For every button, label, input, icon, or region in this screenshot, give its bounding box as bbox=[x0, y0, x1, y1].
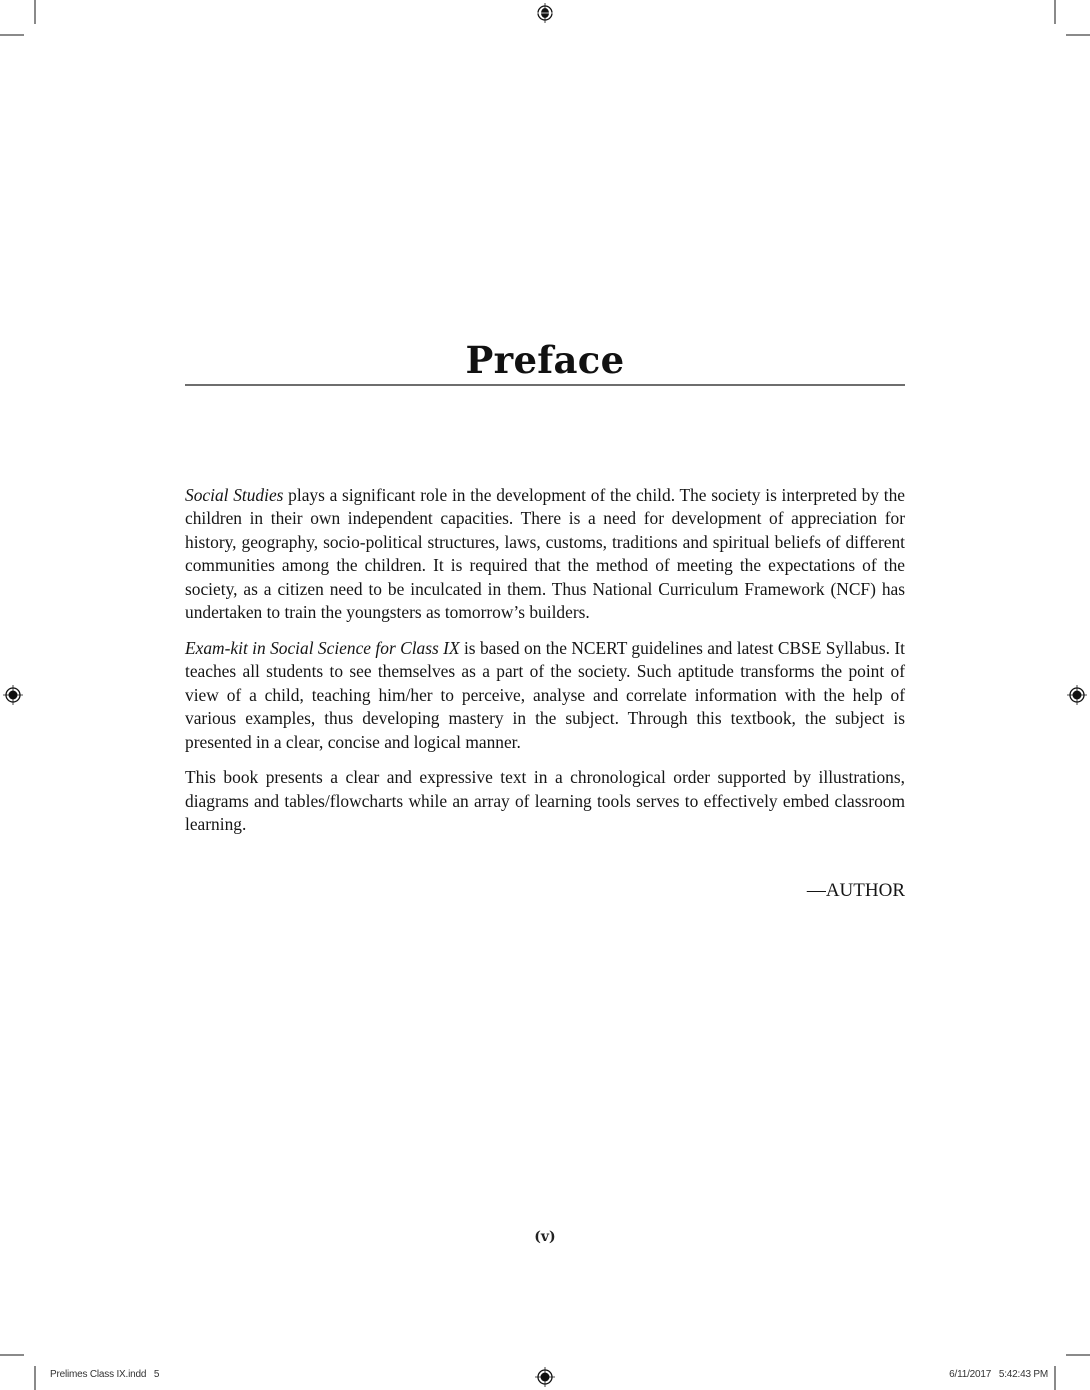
title-rule bbox=[185, 384, 905, 386]
print-slug-timestamp: 6/11/2017 5:42:43 PM bbox=[949, 1369, 1048, 1380]
paragraph-2-text: is based on the NCERT guidelines and latest CBSE Syllabus. It teaches all students to see themselves as a part of the society. Such aptitude transforms the point of view of a child, teaching him/her to perceive, analyse and correlate information with the help of various examples, thus developing mastery in the subject. Through this textbook, the subject is presented in a clear, concise and logical manner. bbox=[185, 637, 905, 752]
registration-mark-icon bbox=[535, 1367, 555, 1387]
paragraph-2 bbox=[185, 637, 905, 754]
crop-mark-bottom-left-vertical bbox=[34, 1366, 36, 1390]
preface-body bbox=[185, 484, 905, 849]
author-signature: —AUTHOR bbox=[806, 880, 905, 901]
paragraph-1-italic-lead: Social Studies bbox=[185, 485, 284, 505]
crop-mark-top-right-vertical bbox=[1054, 0, 1056, 24]
registration-mark-icon bbox=[3, 685, 23, 705]
page-title: Preface bbox=[465, 338, 625, 382]
paragraph-2-italic-lead: Exam-kit in Social Science for Class IX bbox=[185, 637, 460, 658]
paragraph-1-text: plays a significant role in the development of the child. The society is interpreted by the children in their own independent capacities. There is a need for development of appreciation for history, geography, socio-political structures, laws, customs, traditions and spiritual beliefs of different communities among the children. It is required that the method of meeting the expectations of the society, as a citizen need to be inculcated in them. Thus National Curriculum Framework (NCF) has undertaken to train the youngsters as tomorrow’s builders. bbox=[185, 485, 905, 623]
paragraph-3 bbox=[185, 766, 905, 836]
print-slug-filename: Prelimes Class IX.indd 5 bbox=[50, 1369, 160, 1380]
registration-mark-icon bbox=[535, 3, 555, 23]
crop-mark-bottom-right-horizontal bbox=[1066, 1354, 1090, 1356]
registration-mark-icon bbox=[1067, 685, 1087, 705]
paragraph-1 bbox=[185, 484, 905, 624]
crop-mark-top-left-vertical bbox=[34, 0, 36, 24]
crop-mark-top-left-horizontal bbox=[0, 34, 24, 36]
paragraph-3-text: This book presents a clear and expressive text in a chronological order supported by illustrations, diagrams and tables/flowcharts while an array of learning tools serves to effectively embed classroom learning. bbox=[185, 767, 905, 835]
crop-mark-bottom-right-vertical bbox=[1054, 1366, 1056, 1390]
page-number: (v) bbox=[534, 1229, 556, 1245]
crop-mark-top-right-horizontal bbox=[1066, 34, 1090, 36]
crop-mark-bottom-left-horizontal bbox=[0, 1354, 24, 1356]
